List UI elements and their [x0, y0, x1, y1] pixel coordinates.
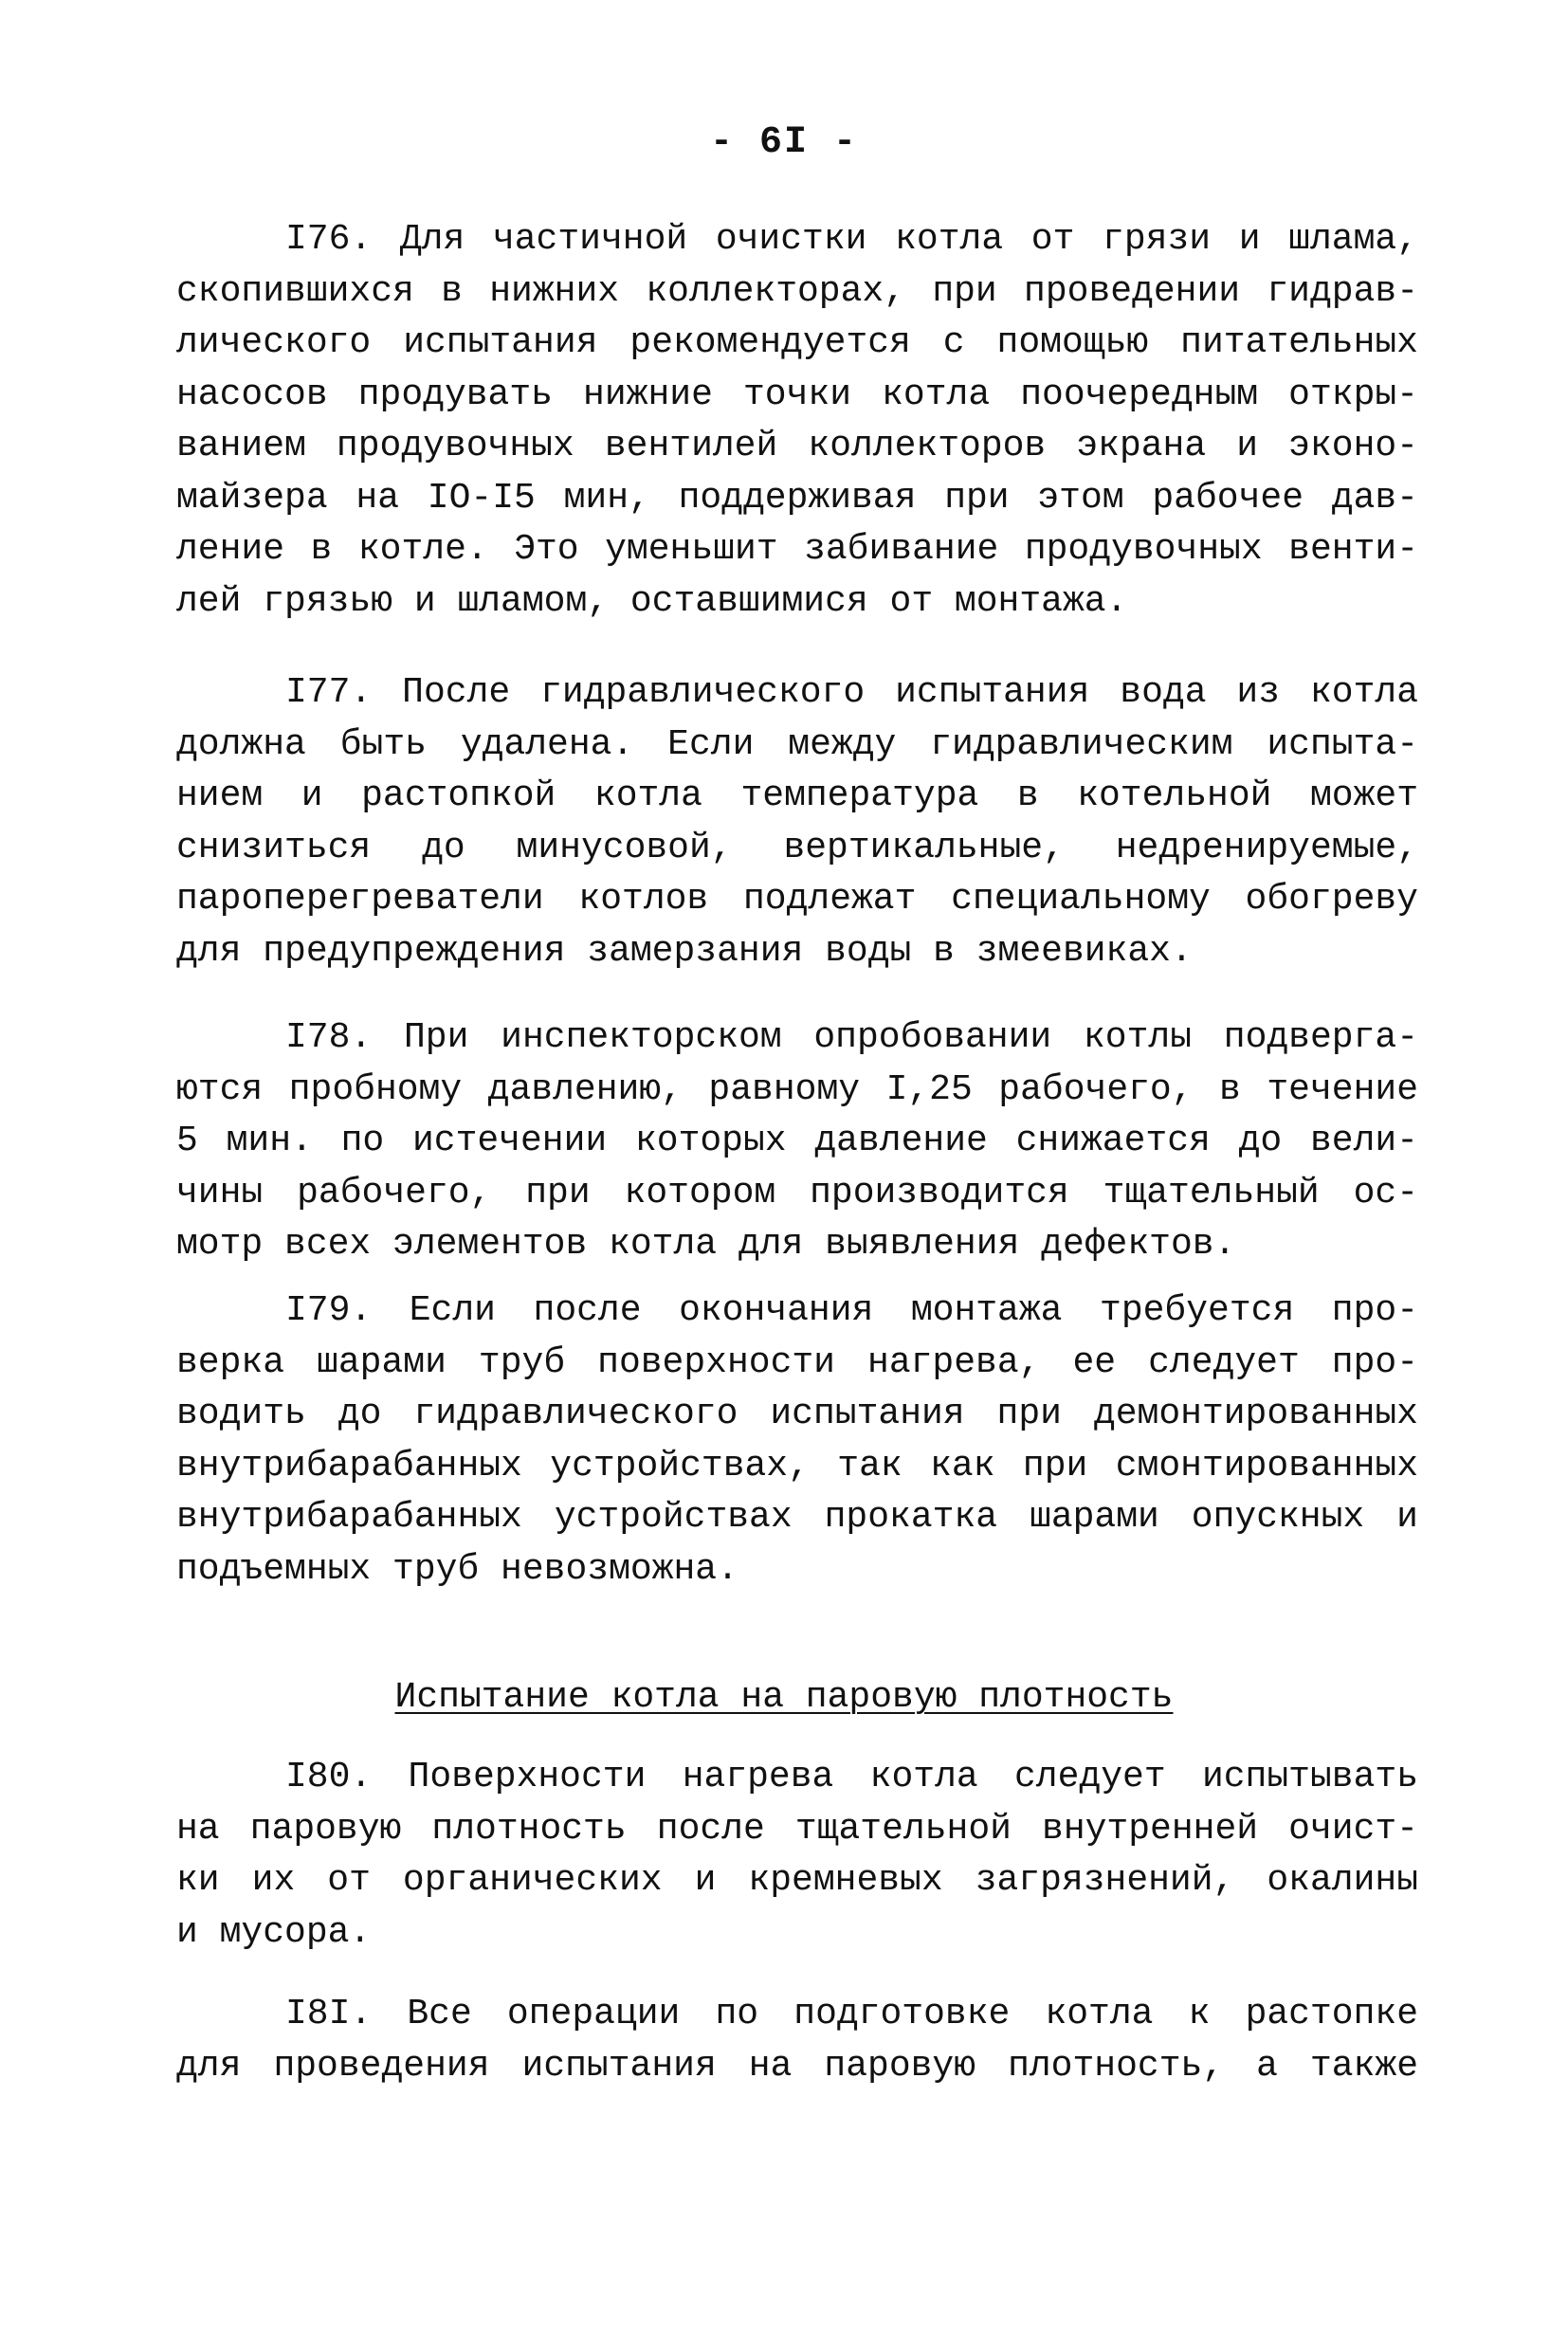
- paragraph-line: лического испытания рекомендуется с помощью питательных: [176, 322, 1418, 363]
- paragraph-line: насосов продувать нижние точки котла поочередным откры-: [176, 374, 1418, 415]
- paragraph-line: для проведения испытания на паровую плотность, а также: [176, 2045, 1418, 2087]
- paragraph-line: подъемных труб невозможна.: [176, 1548, 738, 1590]
- paragraph-line: внутрибарабанных устройствах, так как при смонтированных: [176, 1445, 1418, 1486]
- section-heading-text: Испытание котла на паровую плотность: [394, 1677, 1174, 1718]
- paragraph-line: чины рабочего, при котором производится тщательный ос-: [176, 1172, 1418, 1213]
- paragraph-line: верка шарами труб поверхности нагрева, ее следует про-: [176, 1341, 1418, 1383]
- paragraph-line: I8I. Все операции по подготовке котла к растопке: [285, 1994, 1418, 2034]
- paragraph-line: I76. Для частичной очистки котла от грязи и шлама,: [285, 219, 1418, 260]
- paragraph-line: на паровую плотность после тщательной внутренней очист-: [176, 1808, 1418, 1850]
- section-heading: [0, 1672, 1568, 1723]
- paragraph-line: внутрибарабанных устройствах прокатка шарами опускных и: [176, 1497, 1418, 1538]
- paragraph-line: мотр всех элементов котла для выявления дефектов.: [176, 1224, 1236, 1265]
- paragraph-line: I77. После гидравлического испытания вода из котла: [285, 672, 1418, 713]
- paragraph-line: должна быть удалена. Если между гидравлическим испыта-: [176, 723, 1418, 765]
- paragraph-178: [176, 1012, 1418, 1271]
- paragraph-line: скопившихся в нижних коллекторах, при проведении гидрав-: [176, 270, 1418, 312]
- paragraph-line: ются пробному давлению, равному I,25 рабочего, в течение: [176, 1068, 1418, 1110]
- paragraph-line: пароперегреватели котлов подлежат специальному обогреву: [176, 879, 1418, 920]
- paragraph-line: I79. Если после окончания монтажа требуется про-: [285, 1290, 1418, 1331]
- paragraph-177: [176, 667, 1418, 977]
- paragraph-line: водить до гидравлического испытания при демонтированных: [176, 1394, 1418, 1434]
- paragraph-line: I80. Поверхности нагрева котла следует испытывать: [285, 1757, 1418, 1797]
- paragraph-line: нием и растопкой котла температура в котельной может: [176, 775, 1418, 816]
- paragraph-176: [176, 214, 1418, 628]
- paragraph-line: ванием продувочных вентилей коллекторов экрана и эконо-: [176, 426, 1418, 466]
- page-number: - 6I -: [709, 121, 859, 164]
- paragraph-line: лей грязью и шламом, оставшимися от монтажа.: [176, 580, 1128, 622]
- paragraph-line: ление в котле. Это уменьшит забивание продувочных венти-: [176, 529, 1418, 570]
- paragraph-line: майзера на IO-I5 мин, поддерживая при этом рабочее дав-: [176, 477, 1418, 519]
- paragraph-line: 5 мин. по истечении которых давление снижается до вели-: [176, 1121, 1418, 1161]
- paragraph-line: I78. При инспекторском опробовании котлы подверга-: [285, 1017, 1418, 1058]
- paragraph-179: [176, 1285, 1418, 1595]
- paragraph-line: и мусора.: [176, 1911, 372, 1953]
- paragraph-line: ки их от органических и кремневых загрязнений, окалины: [176, 1860, 1418, 1901]
- paragraph-line: для предупреждения замерзания воды в змеевиках.: [176, 930, 1193, 972]
- paragraph-181: [176, 1989, 1418, 2092]
- paragraph-line: снизиться до минусовой, вертикальные, недренируемые,: [176, 827, 1418, 868]
- paragraph-180: [176, 1752, 1418, 1959]
